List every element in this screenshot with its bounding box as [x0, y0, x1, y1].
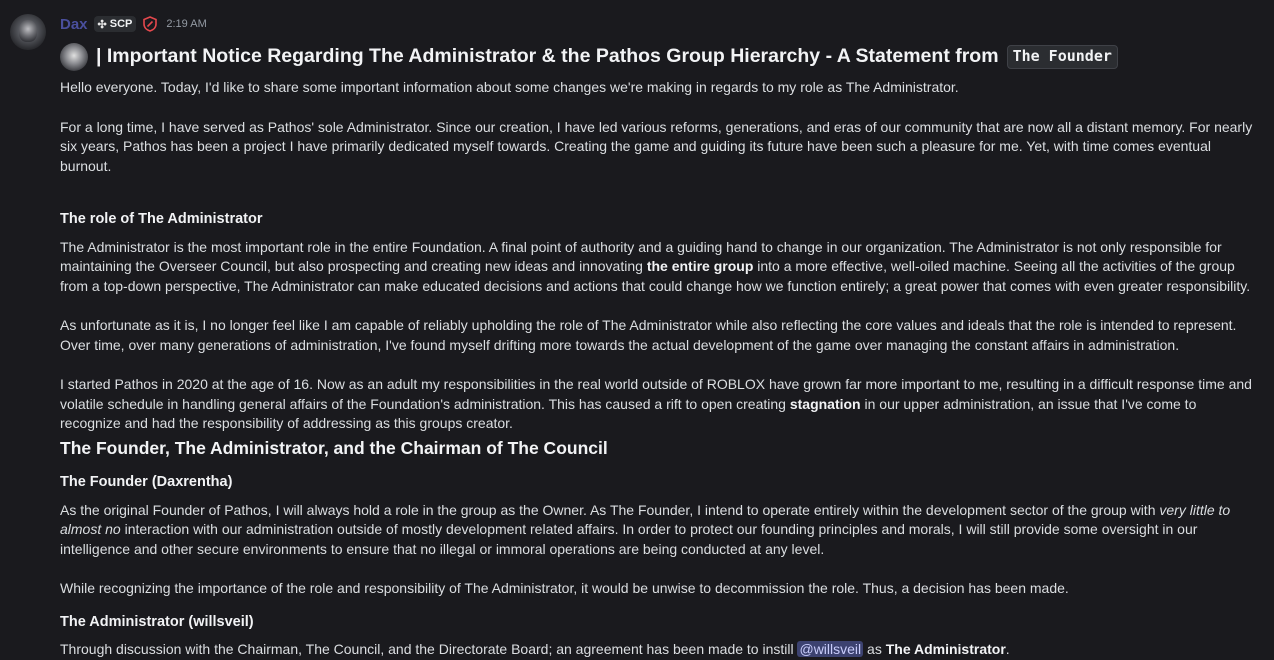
- paragraph-history: For a long time, I have served as Pathos' sole Administrator. Since our creation, I have led various reforms, generations, and eras of our community that are now all a distant memory. For nearly six years, Pathos has been a project I have primarily dedicated myself towards. Creating the game and guiding its future have been such a pleasure for me. Yet, with time comes eventual burnout.: [60, 118, 1253, 174]
- bold-text: stagnation: [789, 395, 861, 412]
- shield-role-icon[interactable]: [142, 16, 158, 32]
- title-text: | Important Notice Regarding The Administrator & the Pathos Group Hierarchy - A Statement from: [96, 45, 999, 68]
- text-run: into a more effective, well-oiled machine. Seeing all the activities of the group from a top-down perspective, The Administrator can make educated decisions and actions that could change how we function entirely; a great power that comes with even greater responsibility.: [60, 258, 1251, 294]
- text-run: The Administrator is the most important role in the entire Foundation. A final point of authority and a guiding hand to change in our organization. The Administrator is not only responsible for maintaining the Overseer Council, but also prospecting and creating new ideas and innovating: [60, 238, 1222, 274]
- heading-administrator: The Administrator (willsveil): [60, 613, 254, 630]
- heading-section: The Founder, The Administrator, and the Chairman of The Council: [60, 437, 608, 458]
- text-run: interaction with our administration outside of mostly development related affairs. In order to protect our founding principles and morals, I will still provide some oversight in our intelligence and other secure environments to ensure that no illegal or immoral operations are being conducted at any level.: [60, 521, 1198, 557]
- bold-text: The Administrator: [885, 641, 1006, 657]
- user-avatar[interactable]: [10, 14, 46, 50]
- italic-text: very little to almost no: [60, 501, 1231, 537]
- text-run: as: [863, 641, 886, 657]
- heading-role: The role of The Administrator: [60, 211, 263, 227]
- paragraph-founder: [60, 501, 1260, 560]
- text-run: .: [1005, 641, 1010, 657]
- user-mention[interactable]: @willsveil: [799, 641, 862, 657]
- group-logo-icon: [60, 43, 88, 71]
- announcement-title: [60, 40, 1260, 74]
- title-code: The Founder: [1007, 45, 1118, 69]
- paragraph-intro: Hello everyone. Today, I'd like to share some important information about some changes we're making in regards to my role as The Administrator.: [60, 79, 959, 95]
- paragraph-role: [60, 238, 1260, 297]
- text-run: in our upper administration, an issue that I've come to recognize and had the responsibility of addressing as this groups creator.: [60, 395, 1197, 431]
- text-run: Through discussion with the Chairman, The Council, and the Directorate Board; an agreement has been made to instill: [60, 641, 798, 657]
- paragraph-administrator: [60, 640, 1260, 660]
- heading-founder: The Founder (Daxrentha): [60, 474, 233, 490]
- text-run: I started Pathos in 2020 at the age of 16. Now as an adult my responsibilities in the real world outside of ROBLOX have grown far more important to me, resulting in a difficult response time and volatile schedule in handling general affairs of the Foundation's administration. This has caused a rift to open creating: [60, 376, 1252, 412]
- message-header: [60, 14, 207, 34]
- paragraph-start: [60, 375, 1260, 434]
- server-tag-label: SCP: [109, 18, 133, 30]
- text-run: As the original Founder of Pathos, I will always hold a role in the group as the Owner. As The Founder, I intend to operate entirely within the development sector of the group with: [60, 501, 1160, 518]
- paragraph-decision: While recognizing the importance of the role and responsibility of The Administrator, it would be unwise to decommission the role. Thus, a decision has been made.: [60, 580, 1069, 596]
- message-content: [60, 40, 1260, 660]
- server-tag[interactable]: [94, 16, 137, 32]
- scp-tag-icon: ✣: [97, 18, 107, 31]
- bold-text: the entire group: [646, 258, 754, 274]
- paragraph-capability: As unfortunate as it is, I no longer feel like I am capable of reliably upholding the role of The Administrator while also reflecting the core values and ideals that the role is intended to represent. Over time, over many generations of administration, I've found myself drifting more towards the actual development of the game over managing the constant affairs in administration.: [60, 317, 1237, 353]
- timestamp: 2:19 AM: [166, 18, 207, 30]
- username[interactable]: Dax: [60, 15, 88, 33]
